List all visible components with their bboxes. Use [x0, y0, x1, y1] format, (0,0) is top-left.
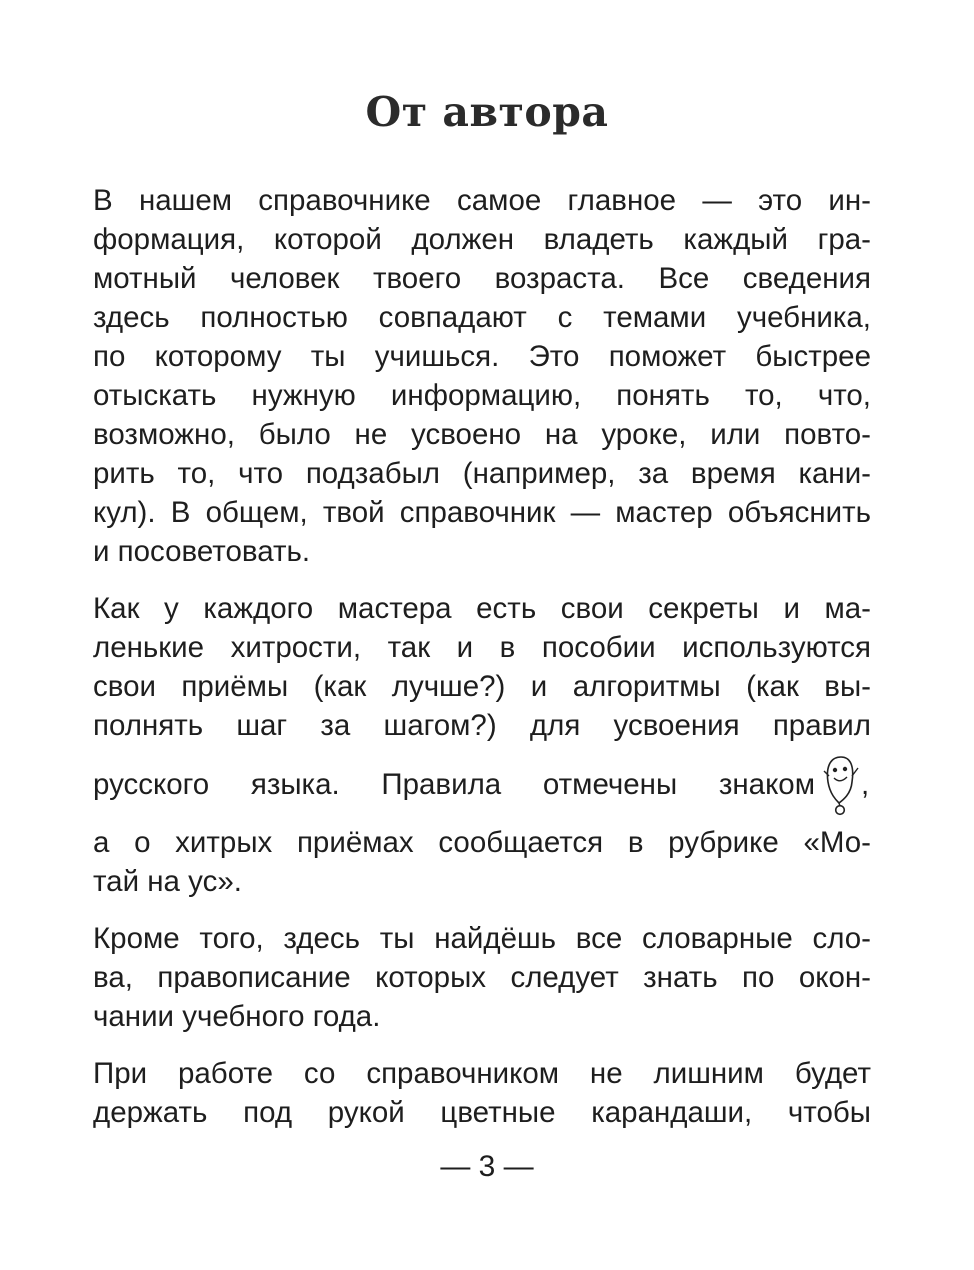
- text-line: отыскать нужную информацию, понять то, что,: [93, 379, 871, 412]
- text-line: а о хитрых приёмах сообщается в рубрике «Мо-: [93, 826, 871, 859]
- text-line: по которому ты учишься. Это поможет быстрее: [93, 340, 871, 373]
- text-line: держать под рукой цветные карандаши, чтобы: [93, 1096, 871, 1129]
- text-line-tail: ,: [861, 768, 870, 801]
- text-line: возможно, было не усвоено на уроке, или повто-: [93, 418, 871, 451]
- text-line: здесь полностью совпадают с темами учебника,: [93, 301, 871, 334]
- text-line: рить то, что подзабыл (например, за время кани-: [93, 457, 871, 490]
- text-line: полнять шаг за шагом?) для усвоения правил: [93, 709, 871, 742]
- text-line: При работе со справочником не лишним будет: [93, 1057, 871, 1090]
- text-line: В нашем справочнике самое главное — это ин-: [93, 184, 871, 217]
- text-line: кул). В общем, твой справочник — мастер объяснить: [93, 496, 871, 529]
- text-line: тай на ус».: [93, 865, 242, 898]
- text-line: Как у каждого мастера есть свои секреты и ма-: [93, 592, 871, 625]
- text-line: русского языка. Правила отмечены знаком: [93, 768, 815, 801]
- text-line: Кроме того, здесь ты найдёшь все словарные сло-: [93, 922, 871, 955]
- text-line: формация, которой должен владеть каждый гра-: [93, 223, 871, 256]
- text-line: свои приёмы (как лучше?) и алгоритмы (как вы-: [93, 670, 871, 703]
- rule-mascot-icon: [821, 754, 861, 816]
- page-number: — 3 —: [440, 1150, 534, 1183]
- text-line-with-icon: [93, 745, 871, 825]
- text-line: чании учебного года.: [93, 1000, 381, 1033]
- text-line: и посоветовать.: [93, 535, 311, 568]
- text-line: мотный человек твоего возраста. Все сведения: [93, 262, 871, 295]
- text-line: ва, правописание которых следует знать по окон-: [93, 961, 871, 994]
- page-title: От автора: [365, 88, 609, 136]
- text-line: ленькие хитрости, так и в пособии используются: [93, 631, 871, 664]
